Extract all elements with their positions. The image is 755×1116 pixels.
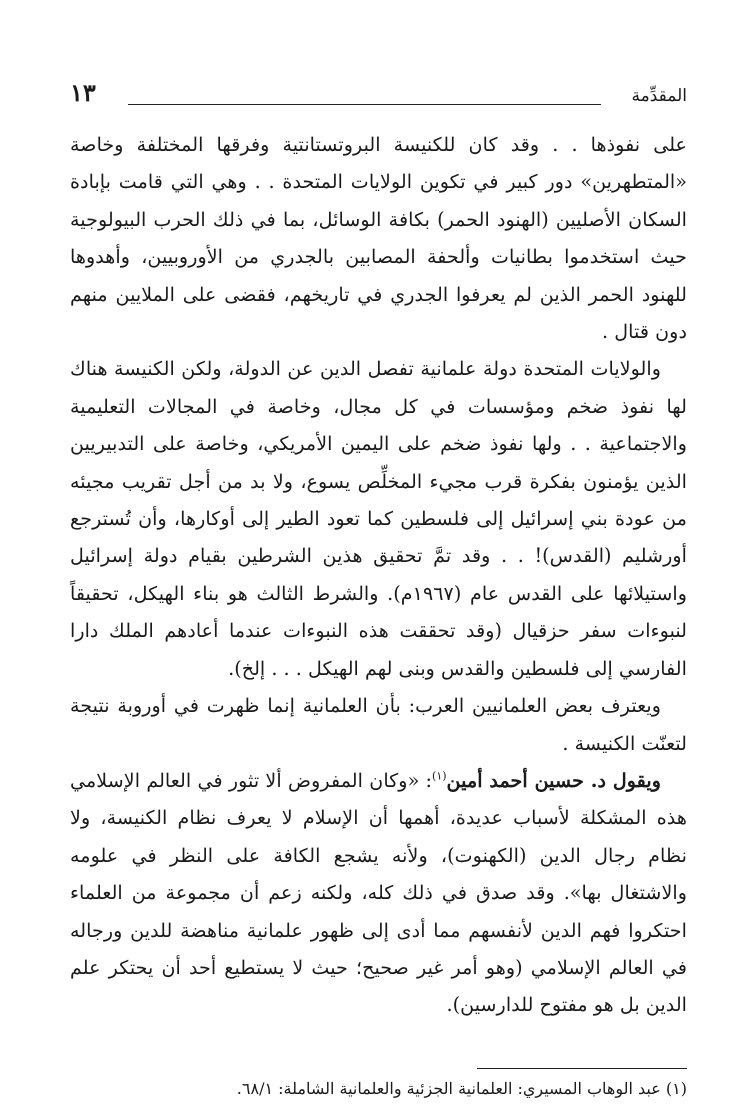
book-page <box>70 78 687 1096</box>
quote-text: : «وكان المفروض ألا تثور في العالم الإسلامي هذه المشكلة لأسباب عديدة، أهمها أن الإسلام لا يعرف نظام الكنيسة، ولا نظام رجال الدين (الكهنوت)، ولأنه يشجع الكافة على النظر في علومه والاشتغال بها». وقد صدق في ذلك كله، ولكنه زعم أن مجموعة من العلماء احتكروا فهم الدين لأنفسهم مما أدى إلى ظهور علمانية مناهضة للدين ورجاله في العالم الإسلامي (وهو أمر غير صحيح؛ حيث لا يستطيع أحد أن يحتكر علم الدين بل هو مفتوح للدارسين). <box>70 768 687 1017</box>
quoted-author: ويقول د. حسين أحمد أمين <box>446 768 661 792</box>
footnote-marker: (١) <box>665 1079 687 1098</box>
page-number: ١٣ <box>70 78 96 107</box>
page-header <box>70 78 687 114</box>
paragraph-3: ويعترف بعض العلمانيين العرب: بأن العلمانية إنما ظهرت في أوروبة نتيجة لتعنّت الكنيسة . <box>70 694 687 755</box>
paragraph-4 <box>70 762 687 1024</box>
paragraph-1: على نفوذها . . وقد كان للكنيسة البروتستانتية وفرقها المختلفة وخاصة «المتطهرين» دور كبير في تكوين الولايات المتحدة . . وهي التي قامت بإبادة السكان الأصليين (الهنود الحمر) بكافة الوسائل، بما في ذلك الحرب البيولوجية حيث استخدموا بطانيات وألحفة المصابين بالجدري من الأوروبيين، وأهدوها للهنود الحمر الذين لم يعرفوا الجدري في تاريخهم، فقضى على الملايين منهم دون قتال . <box>70 133 687 344</box>
footnote <box>70 1078 687 1100</box>
footnote-text: عبد الوهاب المسيري: العلمانية الجزئية والعلمانية الشاملة: ٦٨/١. <box>236 1079 661 1098</box>
paragraph-2: والولايات المتحدة دولة علمانية تفصل الدين عن الدولة، ولكن الكنيسة هناك لها نفوذ ضخم ومؤسسات في كل مجال، وخاصة في المجالات التعليمية والاجتماعية . . ولها نفوذ ضخم على اليمين الأمريكي، وخاصة على التدبيريين الذين يؤمنون بفكرة قرب مجيء المخلِّص يسوع، ولا بد من أجل تقريب مجيئه من عودة بني إسرائيل إلى فلسطين كما تعود الطير إلى أوكارها، وأن تُسترجع أورشليم (القدس)! . . وقد تمَّ تحقيق هذين الشرطين بقيام دولة إسرائيل واستيلائها على القدس عام (١٩٦٧م). والشرط الثالث هو بناء الهيكل، تحقيقاً لنبوءات سفر حزقيال (وقد تحققت هذه النبوءات عندما أعادهم الملك دارا الفارسي إلى فلسطين والقدس وبنى لهم الهيكل . . . إلخ). <box>70 357 687 680</box>
footnote-rule <box>477 1068 687 1069</box>
main-text <box>70 126 687 1024</box>
header-rule <box>128 104 601 105</box>
running-title: المقدِّمة <box>631 86 687 106</box>
footnote-reference: (١) <box>432 769 447 783</box>
